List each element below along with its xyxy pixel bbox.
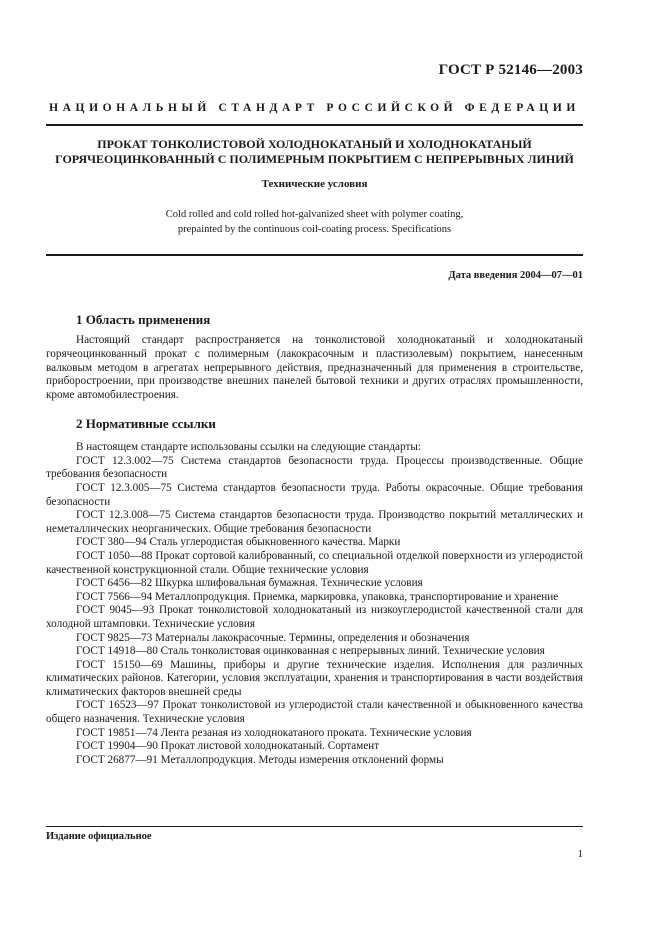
reference-item — [46, 455, 583, 482]
reference-code: ГОСТ 1050—88 — [76, 549, 153, 562]
reference-item — [46, 604, 583, 631]
reference-item — [46, 659, 583, 700]
footer-rule — [46, 826, 583, 827]
reference-item — [46, 632, 583, 646]
document-subtitle: Технические условия — [261, 178, 368, 190]
reference-code: ГОСТ 19851—74 — [76, 726, 158, 739]
official-edition-label: Издание официальное — [46, 831, 152, 842]
reference-title: Металлопродукция. Методы измерения отклонений формы — [160, 753, 444, 766]
reference-title: Сталь углеродистая обыкновенного качества. Марки — [149, 536, 401, 549]
reference-item — [46, 699, 583, 726]
introduction-date: Дата введения 2004—07—01 — [448, 270, 583, 281]
document-title — [46, 137, 583, 167]
reference-code: ГОСТ 7566—94 — [76, 590, 153, 603]
reference-code: ГОСТ 12.3.002—75 — [76, 454, 174, 467]
reference-title: Прокат листовой холоднокатаный. Сортамент — [160, 740, 380, 753]
document-number: ГОСТ Р 52146—2003 — [438, 62, 583, 78]
header-rule — [46, 124, 583, 126]
reference-title: Металлопродукция. Приемка, маркировка, упаковка, транспортирование и хранение — [155, 590, 559, 603]
reference-code: ГОСТ 26877—91 — [76, 753, 158, 766]
title-line-2: ГОРЯЧЕОЦИНКОВАННЫЙ С ПОЛИМЕРНЫМ ПОКРЫТИЕМ С НЕПРЕРЫВНЫХ ЛИНИЙ — [55, 152, 574, 166]
reference-item — [46, 727, 583, 741]
english-title-line-1: Cold rolled and cold rolled hot-galvanized sheet with polymer coating, — [165, 209, 464, 220]
reference-title: Прокат тонколистовой из углеродистой стали качественной и обыкновенного качества общего назначения. Технические условия — [46, 699, 584, 726]
normative-references — [46, 441, 583, 767]
reference-item — [46, 577, 583, 591]
reference-title: Система стандартов безопасности труда. Процессы производственные. Общие требования безопасности — [46, 454, 583, 481]
reference-title: Лента резаная из холоднокатаного проката. Технические условия — [160, 726, 472, 739]
reference-title: Сталь тонколистовая оцинкованная с непрерывных линий. Технические условия — [160, 645, 545, 658]
section-1-text: Настоящий стандарт распространяется на тонколистовой холоднокатаный и холоднокатаный горячеоцинкованный прокат с полимерным (лакокрасочным и пластизолевым) покрытием, нанесенным валковым методом в агрегатах непрерывного действия, предназначенный для применения в строительстве, приборостроении, при производстве внешних панелей бытовой техники и других отраслях промышленности, кроме автомобилестроения. — [46, 334, 583, 402]
reference-item — [46, 740, 583, 754]
section-2-heading: 2 Нормативные ссылки — [76, 416, 216, 431]
reference-title: Система стандартов безопасности труда. Производство покрытий металлических и неметаллических неорганических. Общие требования безопасности — [46, 509, 584, 535]
reference-item — [46, 645, 583, 659]
reference-code: ГОСТ 12.3.005—75 — [76, 481, 172, 494]
national-standard-header: НАЦИОНАЛЬНЫЙ СТАНДАРТ РОССИЙСКОЙ ФЕДЕРАЦИИ — [49, 102, 580, 114]
page-number: 1 — [577, 848, 583, 860]
reference-item — [46, 754, 583, 768]
reference-item — [46, 509, 583, 536]
reference-title: Прокат тонколистовой холоднокатаный из низкоуглеродистой качественной стали для холодной штамповки. Технические условия — [46, 604, 583, 630]
references-intro: В настоящем стандарте использованы ссылки на следующие стандарты: — [76, 441, 421, 453]
reference-code: ГОСТ 380—94 — [76, 536, 147, 549]
reference-title: Прокат сортовой калиброванный, со специальной отделкой поверхности из углеродистой качественной конструкционной стали. Общие технические условия — [46, 549, 584, 576]
reference-code: ГОСТ 16523—97 — [76, 699, 159, 712]
title-line-1: ПРОКАТ ТОНКОЛИСТОВОЙ ХОЛОДНОКАТАНЫЙ И ХОЛОДНОКАТАНЫЙ — [97, 137, 532, 151]
reference-item — [46, 550, 583, 577]
reference-item — [46, 591, 583, 605]
english-title-line-2: prepainted by the continuous coil-coating process. Specifications — [177, 223, 452, 235]
reference-title: Система стандартов безопасности труда. Работы окрасочные. Общие требования безопасности — [46, 481, 583, 508]
reference-title: Машины, приборы и другие технические изделия. Исполнения для различных климатических районов. Категории, условия эксплуатации, хранения и транспортирования в части воздействия климатических факторов внешней среды — [46, 658, 583, 698]
reference-code: ГОСТ 15150—69 — [76, 658, 163, 671]
reference-item — [46, 482, 583, 509]
reference-code: ГОСТ 9045—93 — [76, 604, 155, 617]
reference-code: ГОСТ 9825—73 — [76, 631, 153, 644]
reference-code: ГОСТ 14918—80 — [76, 645, 158, 658]
reference-code: ГОСТ 19904—90 — [76, 740, 158, 753]
reference-item — [46, 536, 583, 550]
reference-code: ГОСТ 12.3.008—75 — [76, 509, 171, 522]
reference-title: Шкурка шлифовальная бумажная. Технические условия — [155, 577, 423, 590]
section-1-heading: 1 Область применения — [76, 312, 211, 327]
english-title — [46, 208, 583, 237]
reference-title: Материалы лакокрасочные. Термины, определения и обозначения — [155, 631, 470, 644]
title-rule — [46, 254, 583, 256]
reference-code: ГОСТ 6456—82 — [76, 577, 153, 590]
